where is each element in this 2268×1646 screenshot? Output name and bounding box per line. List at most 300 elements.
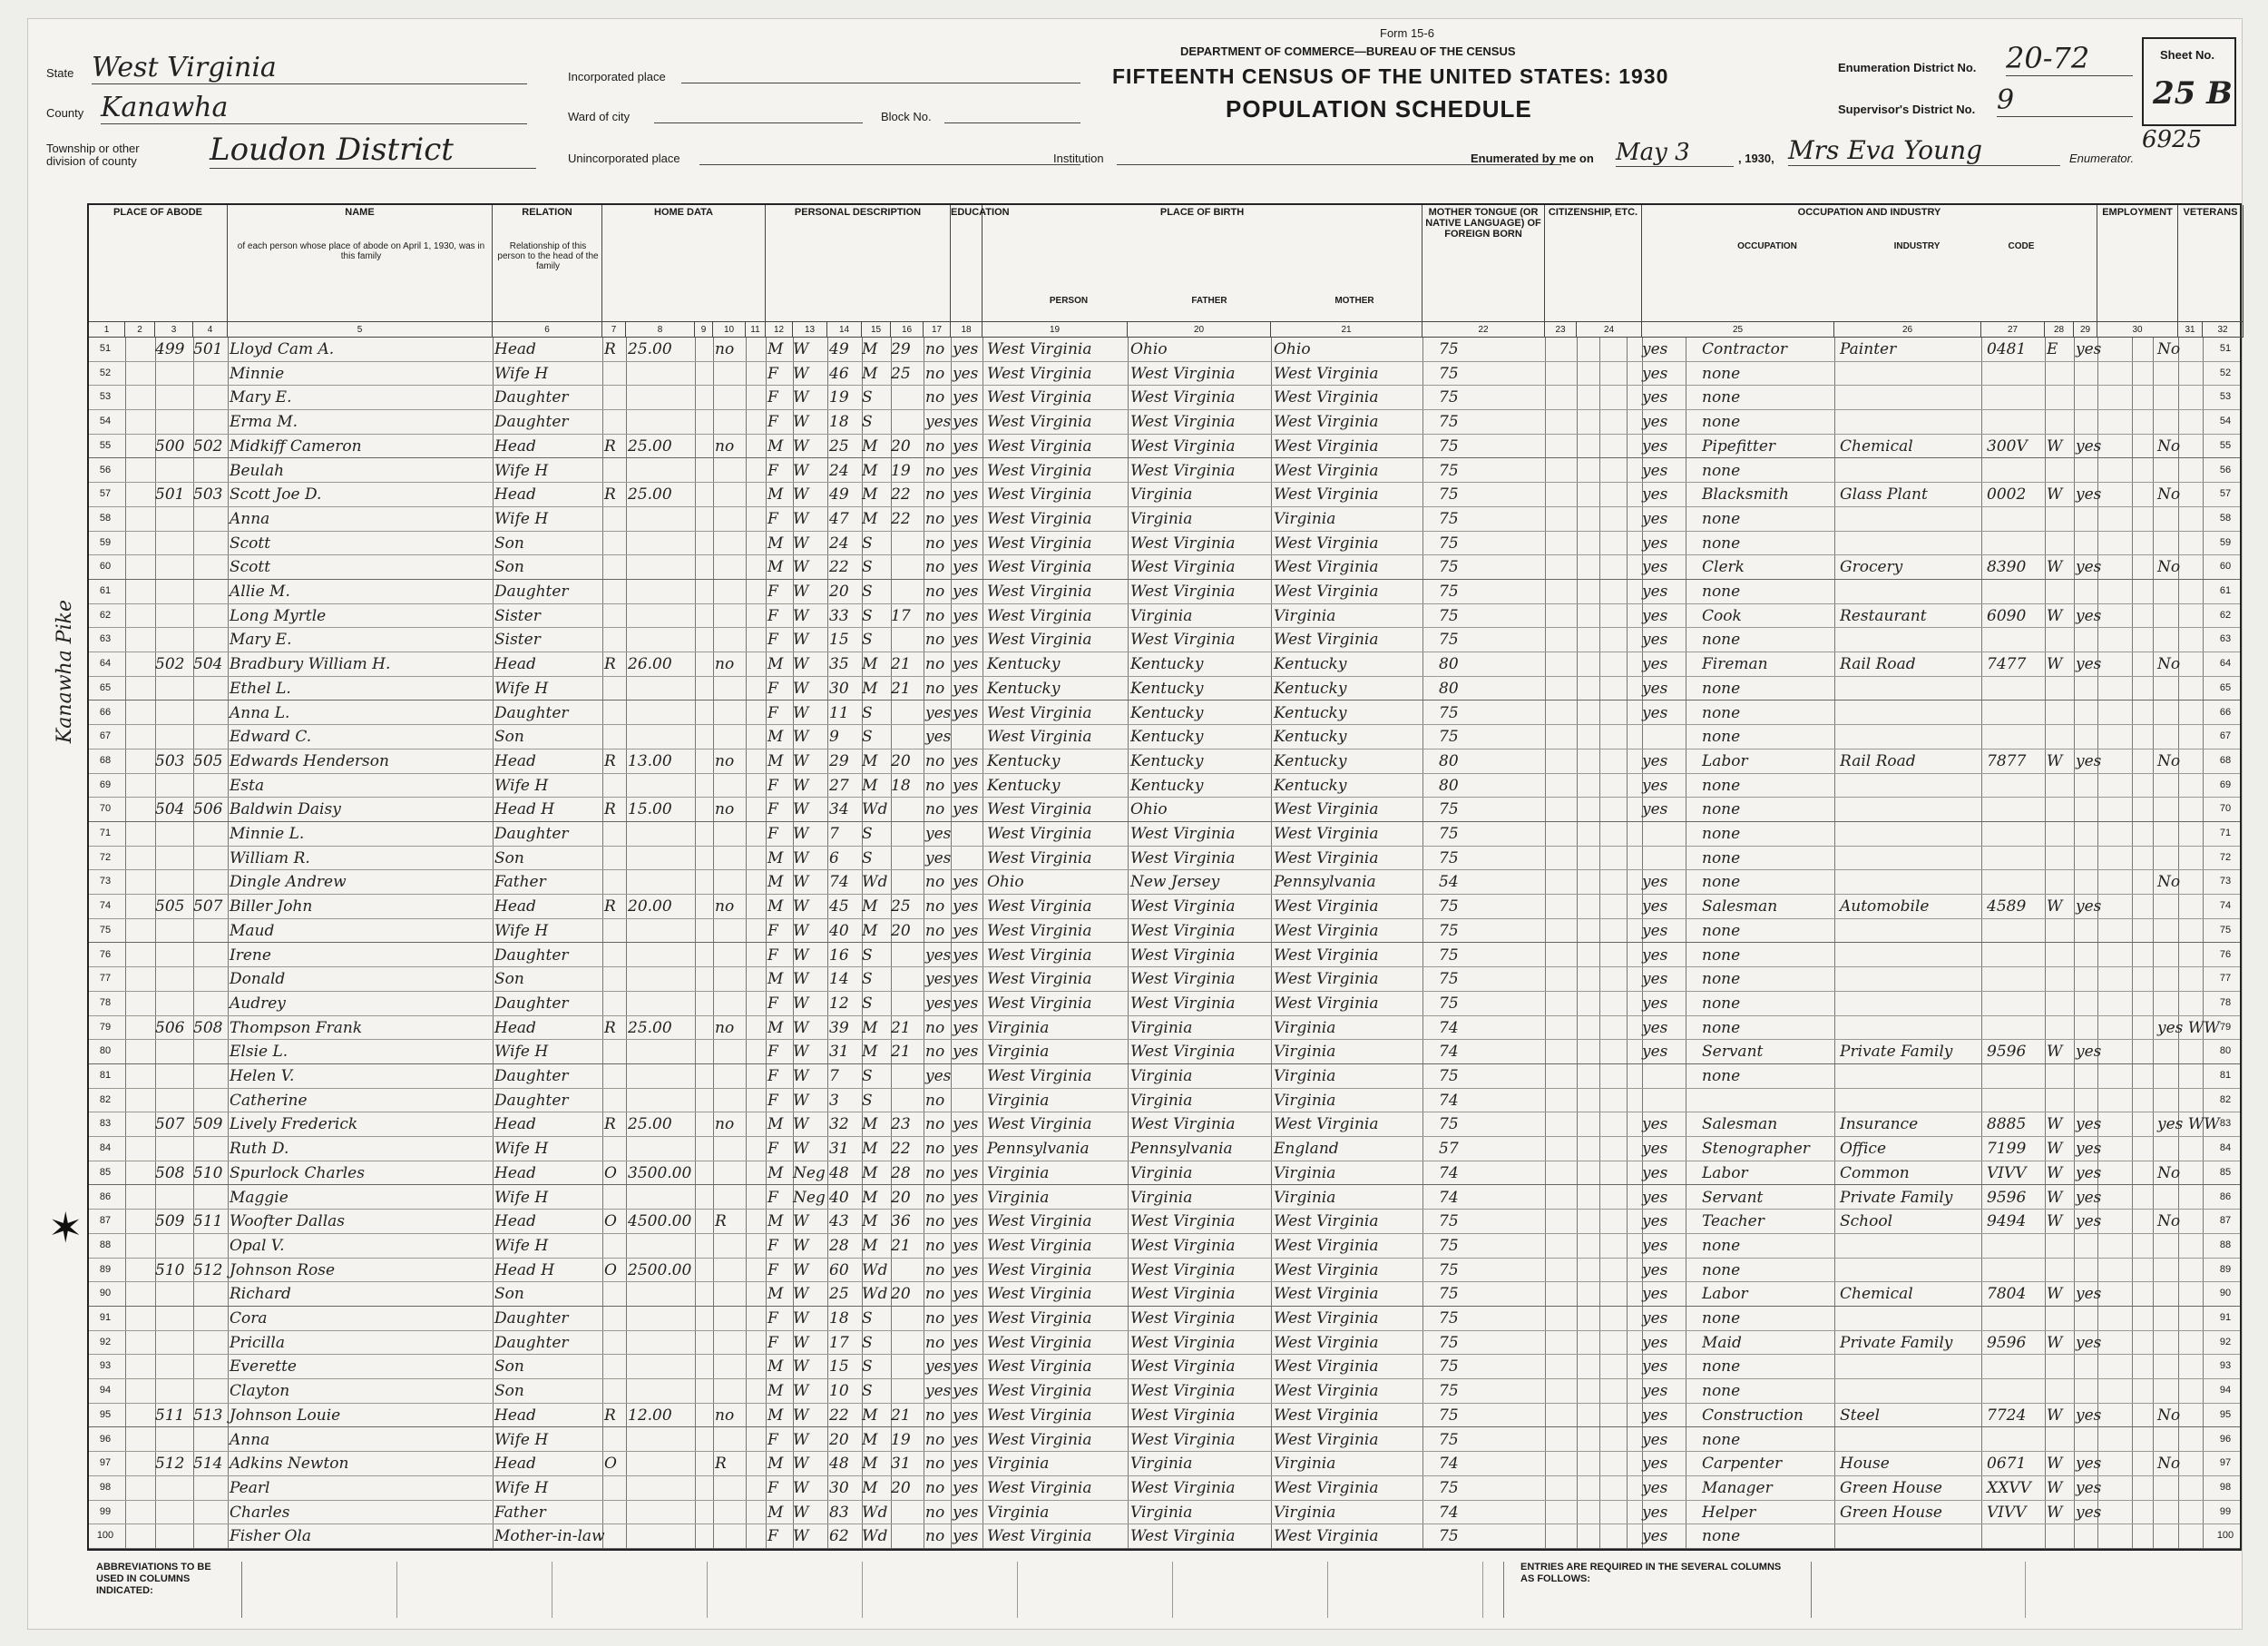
cell-emp: yes	[2076, 1140, 2102, 1159]
column-number: 25	[1642, 321, 1834, 338]
cell-lang: 75	[1439, 1478, 1459, 1497]
cell-mother: Virginia	[1274, 1455, 1336, 1474]
cell-line-right: 60	[2219, 561, 2232, 573]
cell-age: 6	[829, 848, 839, 867]
cell-age: 30	[829, 679, 849, 698]
cell-age: 43	[829, 1212, 849, 1231]
cell-marital: S	[862, 1091, 873, 1110]
cell-line: 93	[99, 1360, 112, 1372]
cell-line-right: 100	[2216, 1530, 2234, 1542]
cell-relation: Daughter	[494, 1333, 569, 1352]
cell-read: yes	[953, 970, 979, 989]
cell-family: 504	[193, 655, 223, 674]
cell-read: yes	[953, 606, 979, 625]
cell-read: yes	[953, 1382, 979, 1401]
cell-value: 25.00	[628, 340, 672, 358]
cell-sex: M	[767, 436, 784, 456]
cell-eng: yes	[1642, 1382, 1668, 1401]
cell-radio: no	[715, 897, 735, 916]
cell-pob: West Virginia	[987, 1236, 1092, 1255]
cell-line-right: 90	[2219, 1288, 2232, 1299]
cell-dwelling: 511	[155, 1406, 185, 1425]
column-subheader: MOTHER	[1334, 296, 1374, 306]
cell-pob: West Virginia	[987, 970, 1092, 989]
cell-agemar: 28	[891, 1163, 911, 1182]
cell-race: W	[793, 1067, 809, 1085]
cell-emp: yes	[2076, 1333, 2102, 1352]
cell-father: West Virginia	[1130, 436, 1236, 456]
stamp-number: 6925	[2142, 126, 2203, 153]
cell-occ: none	[1702, 825, 1741, 843]
cell-sex: M	[767, 1018, 784, 1037]
cell-age: 20	[829, 583, 849, 601]
cell-relation: Head H	[494, 800, 555, 819]
cell-name: Ruth D.	[230, 1140, 289, 1159]
cell-line-right: 56	[2219, 464, 2232, 475]
cell-ind: Rail Road	[1840, 655, 1916, 674]
cell-father: West Virginia	[1130, 825, 1236, 843]
cell-occ: none	[1702, 583, 1741, 601]
cell-mother: West Virginia	[1274, 388, 1379, 407]
cell-cls: W	[2047, 1478, 2063, 1497]
cell-name: Opal V.	[230, 1236, 285, 1255]
cell-code: 8390	[1987, 558, 2027, 577]
cell-agemar: 19	[891, 461, 911, 480]
cell-value: 25.00	[628, 1018, 672, 1037]
cell-relation: Mother-in-law	[494, 1527, 605, 1546]
cell-relation: Son	[494, 1357, 524, 1377]
cell-school: no	[925, 583, 945, 601]
cell-race: W	[793, 1455, 809, 1474]
cell-age: 47	[829, 509, 849, 528]
cell-mother: West Virginia	[1274, 1478, 1379, 1497]
column-group-label: HOME DATA	[654, 207, 713, 218]
table-row	[89, 1501, 2240, 1525]
cell-line: 86	[99, 1190, 112, 1202]
cell-line-right: 76	[2219, 948, 2232, 960]
cell-ind: Steel	[1840, 1406, 1881, 1425]
cell-read: yes	[953, 1140, 979, 1159]
cell-relation: Head	[494, 1212, 536, 1231]
table-row	[89, 362, 2240, 387]
cell-agemar: 20	[891, 1188, 911, 1207]
cell-occ: none	[1702, 1236, 1741, 1255]
cell-name: Long Myrtle	[230, 606, 327, 625]
cell-occ: none	[1702, 509, 1741, 528]
cell-occ: none	[1702, 873, 1741, 892]
cell-mother: West Virginia	[1274, 1309, 1379, 1328]
cell-pob: Kentucky	[987, 679, 1061, 698]
cell-sex: F	[767, 413, 778, 432]
cell-line: 89	[99, 1263, 112, 1275]
cell-age: 18	[829, 413, 849, 432]
cell-race: W	[793, 970, 809, 989]
cell-father: West Virginia	[1130, 994, 1236, 1013]
cell-emp: yes	[2076, 1188, 2102, 1207]
cell-emp: yes	[2076, 436, 2102, 456]
cell-lang: 75	[1439, 583, 1459, 601]
cell-relation: Wife H	[494, 461, 549, 480]
cell-sex: M	[767, 534, 784, 553]
table-row	[89, 870, 2240, 895]
cell-marital: M	[862, 679, 878, 698]
column-group-header	[89, 205, 228, 321]
cell-marital: M	[862, 1406, 878, 1425]
cell-lang: 75	[1439, 945, 1459, 965]
cell-marital: S	[862, 703, 873, 722]
cell-sex: F	[767, 1478, 778, 1497]
column-subheader: CODE	[2008, 241, 2035, 251]
cell-mother: Pennsylvania	[1274, 873, 1376, 892]
cell-occ: none	[1702, 1018, 1741, 1037]
table-row	[89, 1186, 2240, 1210]
cell-line: 92	[99, 1336, 112, 1347]
cell-read: yes	[953, 945, 979, 965]
cell-age: 9	[829, 728, 839, 747]
cell-name: Richard	[230, 1285, 291, 1304]
cell-race: W	[793, 994, 809, 1013]
cell-line-right: 84	[2219, 1142, 2232, 1154]
cell-read: yes	[953, 776, 979, 795]
cell-age: 32	[829, 1115, 849, 1134]
cell-occ: none	[1702, 364, 1741, 383]
cell-lang: 75	[1439, 558, 1459, 577]
cell-sex: M	[767, 873, 784, 892]
cell-dwelling: 505	[155, 897, 185, 916]
cell-pob: West Virginia	[987, 945, 1092, 965]
cell-mother: West Virginia	[1274, 970, 1379, 989]
cell-age: 19	[829, 388, 849, 407]
cell-father: West Virginia	[1130, 1260, 1236, 1279]
cell-mother: Kentucky	[1274, 679, 1347, 698]
cell-occ: Clerk	[1702, 558, 1745, 577]
cell-tenure: O	[604, 1260, 617, 1279]
cell-occ: Servant	[1702, 1043, 1764, 1062]
cell-line: 77	[99, 973, 112, 985]
cell-eng: yes	[1642, 485, 1668, 505]
column-number: 29	[2074, 321, 2097, 338]
cell-cls: W	[2047, 655, 2063, 674]
cell-school: no	[925, 1333, 945, 1352]
cell-cls: W	[2047, 1333, 2063, 1352]
cell-relation: Head	[494, 1018, 536, 1037]
table-row	[89, 847, 2240, 871]
cell-school: no	[925, 776, 945, 795]
cell-school: no	[925, 606, 945, 625]
cell-name: Allie M.	[230, 583, 290, 601]
block-label: Block No.	[881, 110, 932, 123]
cell-read: yes	[953, 873, 979, 892]
cell-line-right: 57	[2219, 488, 2232, 500]
cell-name: Helen V.	[230, 1067, 295, 1085]
cell-read: yes	[953, 921, 979, 940]
cell-line: 63	[99, 633, 112, 645]
cell-age: 7	[829, 825, 839, 843]
cell-line-right: 98	[2219, 1481, 2232, 1493]
cell-line: 65	[99, 681, 112, 693]
cell-sex: F	[767, 583, 778, 601]
cell-relation: Son	[494, 534, 524, 553]
cell-father: West Virginia	[1130, 534, 1236, 553]
cell-relation: Wife H	[494, 776, 549, 795]
cell-name: Bradbury William H.	[230, 655, 391, 674]
column-number: 16	[891, 321, 924, 338]
cell-marital: M	[862, 1455, 878, 1474]
cell-lang: 75	[1439, 897, 1459, 916]
cell-relation: Wife H	[494, 509, 549, 528]
column-group-header	[951, 205, 1010, 321]
cell-school: no	[925, 1212, 945, 1231]
cell-race: W	[793, 800, 809, 819]
column-group-header	[766, 205, 951, 321]
cell-tenure: R	[604, 485, 616, 505]
enum-district-value: 20-72	[2006, 41, 2133, 76]
cell-tenure: R	[604, 1018, 616, 1037]
cell-line: 69	[99, 779, 112, 790]
cell-agemar: 22	[891, 1140, 911, 1159]
cell-age: 74	[829, 873, 849, 892]
table-row	[89, 774, 2240, 799]
cell-lang: 75	[1439, 1067, 1459, 1085]
cell-ind: Private Family	[1840, 1188, 1953, 1207]
cell-father: West Virginia	[1130, 388, 1236, 407]
cell-relation: Head	[494, 436, 536, 456]
cell-age: 46	[829, 364, 849, 383]
cell-race: W	[793, 848, 809, 867]
entries-table	[1811, 1562, 2238, 1618]
cell-relation: Head	[494, 1406, 536, 1425]
cell-race: W	[793, 1478, 809, 1497]
cell-name: Scott Joe D.	[230, 485, 322, 505]
cell-occ: Fireman	[1702, 655, 1768, 674]
cell-line-right: 92	[2219, 1336, 2232, 1347]
cell-father: West Virginia	[1130, 1115, 1236, 1134]
cell-family: 513	[193, 1406, 223, 1425]
cell-emp: yes	[2076, 1043, 2102, 1062]
cell-eng: yes	[1642, 945, 1668, 965]
cell-father: West Virginia	[1130, 897, 1236, 916]
cell-age: 45	[829, 897, 849, 916]
cell-agemar: 21	[891, 1018, 911, 1037]
cell-sex: F	[767, 1309, 778, 1328]
cell-relation: Head	[494, 1115, 536, 1134]
cell-school: no	[925, 461, 945, 480]
cell-line-right: 83	[2219, 1118, 2232, 1130]
cell-occ: none	[1702, 1527, 1741, 1546]
cell-read: yes	[953, 679, 979, 698]
cell-mother: Virginia	[1274, 1091, 1336, 1110]
cell-read: yes	[953, 897, 979, 916]
cell-mother: West Virginia	[1274, 800, 1379, 819]
cell-name: Catherine	[230, 1091, 308, 1110]
cell-line: 51	[99, 343, 112, 354]
schedule-title: POPULATION SCHEDULE	[1226, 95, 1532, 122]
cell-line-right: 81	[2219, 1070, 2232, 1081]
column-group-header	[2097, 205, 2178, 321]
cell-line-right: 88	[2219, 1239, 2232, 1250]
cell-eng: yes	[1642, 558, 1668, 577]
cell-sex: M	[767, 897, 784, 916]
cell-occ: none	[1702, 800, 1741, 819]
cell-mother: West Virginia	[1274, 921, 1379, 940]
cell-vet: No	[2157, 485, 2181, 505]
cell-name: Pricilla	[230, 1333, 285, 1352]
cell-eng: yes	[1642, 388, 1668, 407]
table-row	[89, 532, 2240, 556]
cell-radio: no	[715, 751, 735, 770]
cell-lang: 75	[1439, 1309, 1459, 1328]
cell-pob: West Virginia	[987, 848, 1092, 867]
cell-read: yes	[953, 1285, 979, 1304]
cell-name: Johnson Rose	[230, 1260, 336, 1279]
cell-race: W	[793, 1309, 809, 1328]
cell-pob: West Virginia	[987, 461, 1092, 480]
cell-read: yes	[953, 1188, 979, 1207]
cell-eng: yes	[1642, 606, 1668, 625]
cell-line: 54	[99, 416, 112, 427]
cell-line: 97	[99, 1457, 112, 1469]
cell-read: yes	[953, 1260, 979, 1279]
cell-mother: West Virginia	[1274, 413, 1379, 432]
column-subheader: PERSON	[1049, 296, 1089, 306]
cell-sex: M	[767, 1115, 784, 1134]
cell-eng: yes	[1642, 1188, 1668, 1207]
table-row	[89, 1452, 2240, 1476]
cell-family: 501	[193, 340, 223, 358]
cell-school: no	[925, 485, 945, 505]
cell-name: Beulah	[230, 461, 285, 480]
cell-school: yes	[925, 848, 952, 867]
cell-pob: West Virginia	[987, 825, 1092, 843]
cell-lang: 74	[1439, 1455, 1459, 1474]
cell-father: Ohio	[1130, 340, 1168, 358]
cell-father: Kentucky	[1130, 655, 1204, 674]
cell-sex: F	[767, 1188, 778, 1207]
cell-radio: no	[715, 1115, 735, 1134]
cell-family: 509	[193, 1115, 223, 1134]
cell-pob: West Virginia	[987, 1430, 1092, 1449]
cell-emp: yes	[2076, 606, 2102, 625]
cell-school: no	[925, 655, 945, 674]
cell-name: Cora	[230, 1309, 268, 1328]
cell-code: 7804	[1987, 1285, 2027, 1304]
column-number: 5	[228, 321, 493, 338]
column-group-label: EDUCATION	[951, 207, 1010, 218]
table-row	[89, 725, 2240, 750]
cell-dwelling: 512	[155, 1455, 185, 1474]
cell-marital: M	[862, 1018, 878, 1037]
cell-value: 26.00	[628, 655, 672, 674]
cell-dwelling: 510	[155, 1260, 185, 1279]
cell-vet: yes WW	[2157, 1018, 2220, 1037]
cell-marital: S	[862, 945, 873, 965]
cell-line: 74	[99, 900, 112, 912]
cell-read: yes	[953, 1406, 979, 1425]
cell-read: yes	[953, 1357, 979, 1377]
cell-tenure: O	[604, 1212, 617, 1231]
column-number: 28	[2045, 321, 2074, 338]
cell-occ: none	[1702, 945, 1741, 965]
cell-father: West Virginia	[1130, 1333, 1236, 1352]
cell-mother: Virginia	[1274, 606, 1336, 625]
cell-name: Thompson Frank	[230, 1018, 363, 1037]
cell-value: 3500.00	[628, 1163, 692, 1182]
cell-code: 0002	[1987, 485, 2027, 505]
column-group-header	[1642, 205, 2097, 321]
cell-cls: W	[2047, 606, 2063, 625]
cell-eng: yes	[1642, 800, 1668, 819]
cell-value: 4500.00	[628, 1212, 692, 1231]
cell-sex: M	[767, 848, 784, 867]
cell-name: Baldwin Daisy	[230, 800, 341, 819]
cell-father: West Virginia	[1130, 1212, 1236, 1231]
cell-code: 4589	[1987, 897, 2027, 916]
cell-relation: Head	[494, 897, 536, 916]
cell-line: 60	[99, 561, 112, 573]
cell-vet: No	[2157, 1163, 2181, 1182]
cell-pob: West Virginia	[987, 994, 1092, 1013]
cell-occ: Teacher	[1702, 1212, 1765, 1231]
cell-mother: West Virginia	[1274, 631, 1379, 650]
cell-race: W	[793, 1406, 809, 1425]
column-group-label: RELATION	[522, 207, 572, 218]
table-row	[89, 1355, 2240, 1379]
cell-code: 6090	[1987, 606, 2027, 625]
cell-eng: yes	[1642, 1140, 1668, 1159]
cell-race: W	[793, 751, 809, 770]
cell-line-right: 59	[2219, 536, 2232, 548]
cell-age: 49	[829, 340, 849, 358]
cell-age: 25	[829, 436, 849, 456]
cell-age: 7	[829, 1067, 839, 1085]
cell-name: Anna	[230, 1430, 270, 1449]
cell-lang: 75	[1439, 534, 1459, 553]
column-group-header	[1545, 205, 1642, 321]
table-row	[89, 967, 2240, 992]
cell-cls: W	[2047, 1285, 2063, 1304]
cell-father: Pennsylvania	[1130, 1140, 1233, 1159]
cell-lang: 75	[1439, 1260, 1459, 1279]
cell-line: 66	[99, 706, 112, 718]
cell-sex: M	[767, 485, 784, 505]
cell-father: West Virginia	[1130, 1043, 1236, 1062]
column-number: 19	[982, 321, 1128, 338]
column-number: 1	[89, 321, 125, 338]
cell-occ: none	[1702, 1430, 1741, 1449]
sheet-value: 25 B	[2153, 75, 2233, 112]
cell-line-right: 95	[2219, 1408, 2232, 1420]
cell-sex: M	[767, 1285, 784, 1304]
cell-lang: 74	[1439, 1043, 1459, 1062]
cell-sex: F	[767, 825, 778, 843]
cell-line: 53	[99, 391, 112, 403]
cell-family: 514	[193, 1455, 223, 1474]
cell-tenure: R	[604, 800, 616, 819]
column-subheader: OCCUPATION	[1737, 241, 1797, 251]
cell-radio: no	[715, 655, 735, 674]
cell-father: West Virginia	[1130, 583, 1236, 601]
cell-school: yes	[925, 1067, 952, 1085]
cell-dwelling: 502	[155, 655, 185, 674]
cell-pob: Virginia	[987, 1043, 1050, 1062]
cell-race: W	[793, 1018, 809, 1037]
table-row	[89, 1089, 2240, 1113]
table-row	[89, 604, 2240, 629]
cell-radio: no	[715, 1406, 735, 1425]
cell-occ: Labor	[1702, 1163, 1748, 1182]
cell-cls: W	[2047, 558, 2063, 577]
enum-district-label: Enumeration District No.	[1838, 61, 1977, 74]
